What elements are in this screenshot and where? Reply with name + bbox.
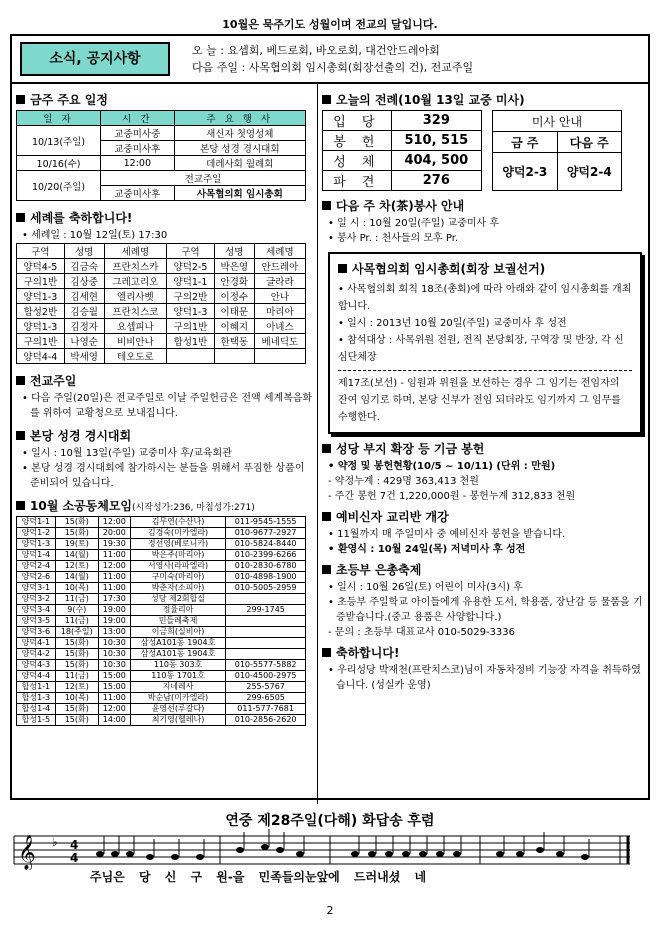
music-note [171,854,179,860]
table-row: 양덕3-1 10(목) 11:00 박춘자(소피아) 010-5005-2959 [17,583,306,594]
notice-bar [12,36,648,84]
top-banner: 10월은 묵주기도 성월이며 전교의 달입니다. [222,18,438,31]
baptism-header: 성명 [214,244,254,259]
left-column [16,88,314,726]
baptism-header: 세례명 [254,244,305,259]
baptism-header: 구역 [17,244,65,259]
table-row: 합성2반 김승월 프란치스코 양덕1-3 이태문 마리아 [17,304,306,319]
svg-text:𝄞: 𝄞 [18,835,36,870]
council-rule: 제17조(보선) - 임원과 위원을 보선하는 경우 그 임기는 전임자의 잔여 임기로 하며, 본당 신부가 전임 되더라도 임기까지 그 임무를 수행한다. [338,378,621,423]
table-row: 양덕3-4 9(수) 19:00 정율리아 299-1745 [17,605,306,616]
congrats-heading: 축하합니다! [322,644,646,661]
mission-text: • 다음 주일(20일)은 전교주일로 이날 주일헌금은 전액 세계복음화를 위하여 교황청으로 보내집니다. [22,393,313,419]
table-row: 양덕3-6 18(주일) 13:00 이금희(실비아) [17,627,306,638]
table-row: 구의1반 김상중 그레고리오 양덕1-1 안경화 글라라 [17,274,306,289]
table-row: 합성1-1 12(토) 15:00 지네레사 255-5767 [17,682,306,693]
music-note [385,851,393,857]
music-note [536,847,544,853]
table-row: 양덕4-1 15(화) 10:30 삼성A101동 1904호 [17,638,306,649]
psalm-score [10,810,650,890]
svg-text:4: 4 [70,851,79,865]
catech-text: • 11월까지 매 주일미사 중 예비신자 봉헌을 받습니다. • 환영식 : 10월 24일(목) 저녁미사 후 성전 [328,529,566,555]
council-box: 사목협의회 임시총회(회장 보궐선거) • 사목협의회 회칙 18조(총회)에 따라 아래와 같이 임시총회를 개최합니다. • 일시 : 2013년 10월 20일(주일) 교중미사 후 성전 • 참석대상 : 사목위원 전원, 전직 본당회장, 구역장 및 반장, 각 신심단체장 제17조(보선) - 임원과 위원을 보선하는 경우 그 임기는 전임자의 잔여 임기로 하며, 본당 신부가 전임 되더라도 임기까지 그 임무를 수행한다. [328,252,642,434]
music-note [126,851,134,857]
kids-heading: 초등부 은총축제 [322,561,646,578]
music-note [236,847,244,853]
bulletin-frame [10,34,650,800]
column-divider [317,84,318,804]
svg-text:4: 4 [70,838,79,852]
table-row: 구의1반 나영순 비비안나 합성1반 한택동 베네딕도 [17,334,306,349]
mass-guide-table: 미사 안내 금 주 다음 주 양덕2-3 양덕2-4 [492,110,622,191]
baptism-header: 성명 [64,244,104,259]
mission-heading: 전교주일 [16,372,314,389]
music-note [402,851,410,857]
kids-text: • 일시 : 10월 26일(토) 어린이 미사(3시) 후 • 초등부 주일학교 아이들에게 유용한 도서, 학용품, 장난감 등 물품을 기증받습니다.(중고 용품은 사양합니다.) - 문의 : 초등부 대표교사 010-5029-3336 [328,582,643,638]
music-note [453,851,461,857]
music-staff [10,826,650,870]
schedule-table: 일 자 시 간 주 요 행 사 10/13(주일) 교중미사중 새신자 첫영성체 교중미사후 본당 성경 경시대회 10/16(수) 12:00 데레사회 월례회 10/20(주일) 전교주일 교중미사후 사목협의회 임시총회 [16,110,306,201]
music-note [581,854,589,860]
notice-line-today: 오 늘 : 요셉회, 베드로회, 바오로회, 대건안드레아회 [192,44,440,57]
music-note [419,851,427,857]
table-row: 양덕1-3 김세현 엘리사벳 구의2반 이정수 안나 [17,289,306,304]
fund-text: • 약정 및 봉헌현황(10/5 ~ 10/11) (단위 : 만원) - 약정누계 : 429명 363,413 천원 - 주간 봉헌 7건 1,220,000원 - 봉헌누계 312,833 천원 [328,461,576,502]
table-row: 합성1-3 10(목) 11:00 박순남(미카엘라) 299-6505 [17,693,306,704]
mass-table: 입 당 329 봉 헌 510, 515 성 체 404, 500 파 견 276 [322,110,482,191]
psalm-lyrics: 주님은 당 신 구 원-을 민족들의눈앞에 드러내셨 네 [90,870,427,884]
tea-text: • 일 시 : 10월 20일(주일) 교중미사 후 • 봉사 Pr. : 천사들의 모후 Pr. [328,218,500,244]
fund-heading: 성당 부지 확장 등 기금 봉헌 [322,440,646,457]
table-row: 양덕3-5 11(금) 19:00 민들레축제 [17,616,306,627]
table-row: 양덕4-5 김금숙 프란치스카 양덕2-5 박은영 안드레아 [17,259,306,274]
contest-heading: 본당 성경 경시대회 [16,427,314,444]
tea-heading: 다음 주 차(茶)봉사 안내 [322,197,646,214]
music-note [96,851,104,857]
table-row: 합성1-4 15(화) 12:00 윤영선(루갈다) 011-577-7681 [17,704,306,715]
congrats-text: • 우리성당 박재천(프란치스코)님이 자동차정비 기능장 자격을 취득하였습니다. (성실카 운영) [328,665,641,691]
music-note [261,844,269,850]
table-row: 양덕2-6 14(월) 11:00 구미숙(마리아) 010-4898-1900 [17,572,306,583]
table-row: 양덕3-2 11(금) 17:30 성당 제2회합실 [17,594,306,605]
schedule-heading: 금주 주요 일정 [16,91,314,108]
cells-table [16,516,306,726]
music-note [296,851,304,857]
table-row: 양덕1-3 김정자 요셉피나 구의1반 이혜지 아녜스 [17,319,306,334]
council-title: 사목협의회 임시총회(회장 보궐선거) [352,262,546,276]
table-row: 양덕1-3 19(토) 19:30 정선영(베로니카) 010-5824-8440 [17,539,306,550]
psalm-title: 연중 제28주일(다해) 화답송 후렴 [225,813,435,829]
table-row: 양덕4-4 11(금) 15:00 110동 1701호 010-4500-2975 [17,671,306,682]
catech-heading: 예비신자 교리반 개강 [322,508,646,525]
baptism-header: 세례명 [104,244,166,259]
table-row: 합성1-5 15(화) 14:00 최기영(헬레나) 010-2856-2620 [17,715,306,726]
page-number: 2 [326,904,334,917]
music-note [351,851,359,857]
music-note [516,851,524,857]
baptism-date: • 세례일 : 10월 12일(토) 17:30 [22,230,168,241]
music-note [368,851,376,857]
svg-text:♭: ♭ [52,835,58,849]
music-note [556,851,564,857]
table-row: 양덕2-4 12(토) 12:00 서영사(라파엘라) 010-2830-6780 [17,561,306,572]
music-note [496,851,504,857]
notice-line-next: 다음 주일 : 사목협의회 임시총회(회장선출의 건), 전교주일 [192,61,474,74]
table-row: 양덕1-4 14(월) 11:00 박은주(마리아) 010-2399-6266 [17,550,306,561]
baptism-table [16,243,306,364]
table-row: 양덕4-3 15(화) 10:30 110동 303호 010-5577-5882 [17,660,306,671]
baptism-heading: 세례를 축하합니다! [16,209,314,226]
table-row: 양덕1-1 15(화) 12:00 김무연(수산나) 011-9545-1555 [17,517,306,528]
mass-heading: 오늘의 전례(10월 13일 교중 미사) [322,91,646,108]
table-row: 양덕1-2 15(화) 20:00 김경숙(미카엘라) 010-9677-2927 [17,528,306,539]
music-note [146,854,154,860]
contest-text: • 일시 : 10월 13일(주일) 교중미사 후/교육회관 • 본당 성경 경시대회에 참가하시는 분들을 위해서 푸짐한 상품이 준비되어 있습니다. [22,448,305,489]
music-note [111,851,119,857]
table-row: 양덕4-4 박세영 테오도로 [17,349,306,364]
right-column [322,88,646,693]
music-note [196,854,204,860]
notice-title: 소식, 공지사항 [20,42,170,76]
music-note [276,847,284,853]
baptism-header: 구역 [167,244,215,259]
cells-heading: 10월 소공동체모임(시작성가:236, 마침성가:271) [16,497,314,514]
table-row: 양덕4-2 15(화) 10:30 삼성A101동 1904호 [17,649,306,660]
music-note [436,851,444,857]
